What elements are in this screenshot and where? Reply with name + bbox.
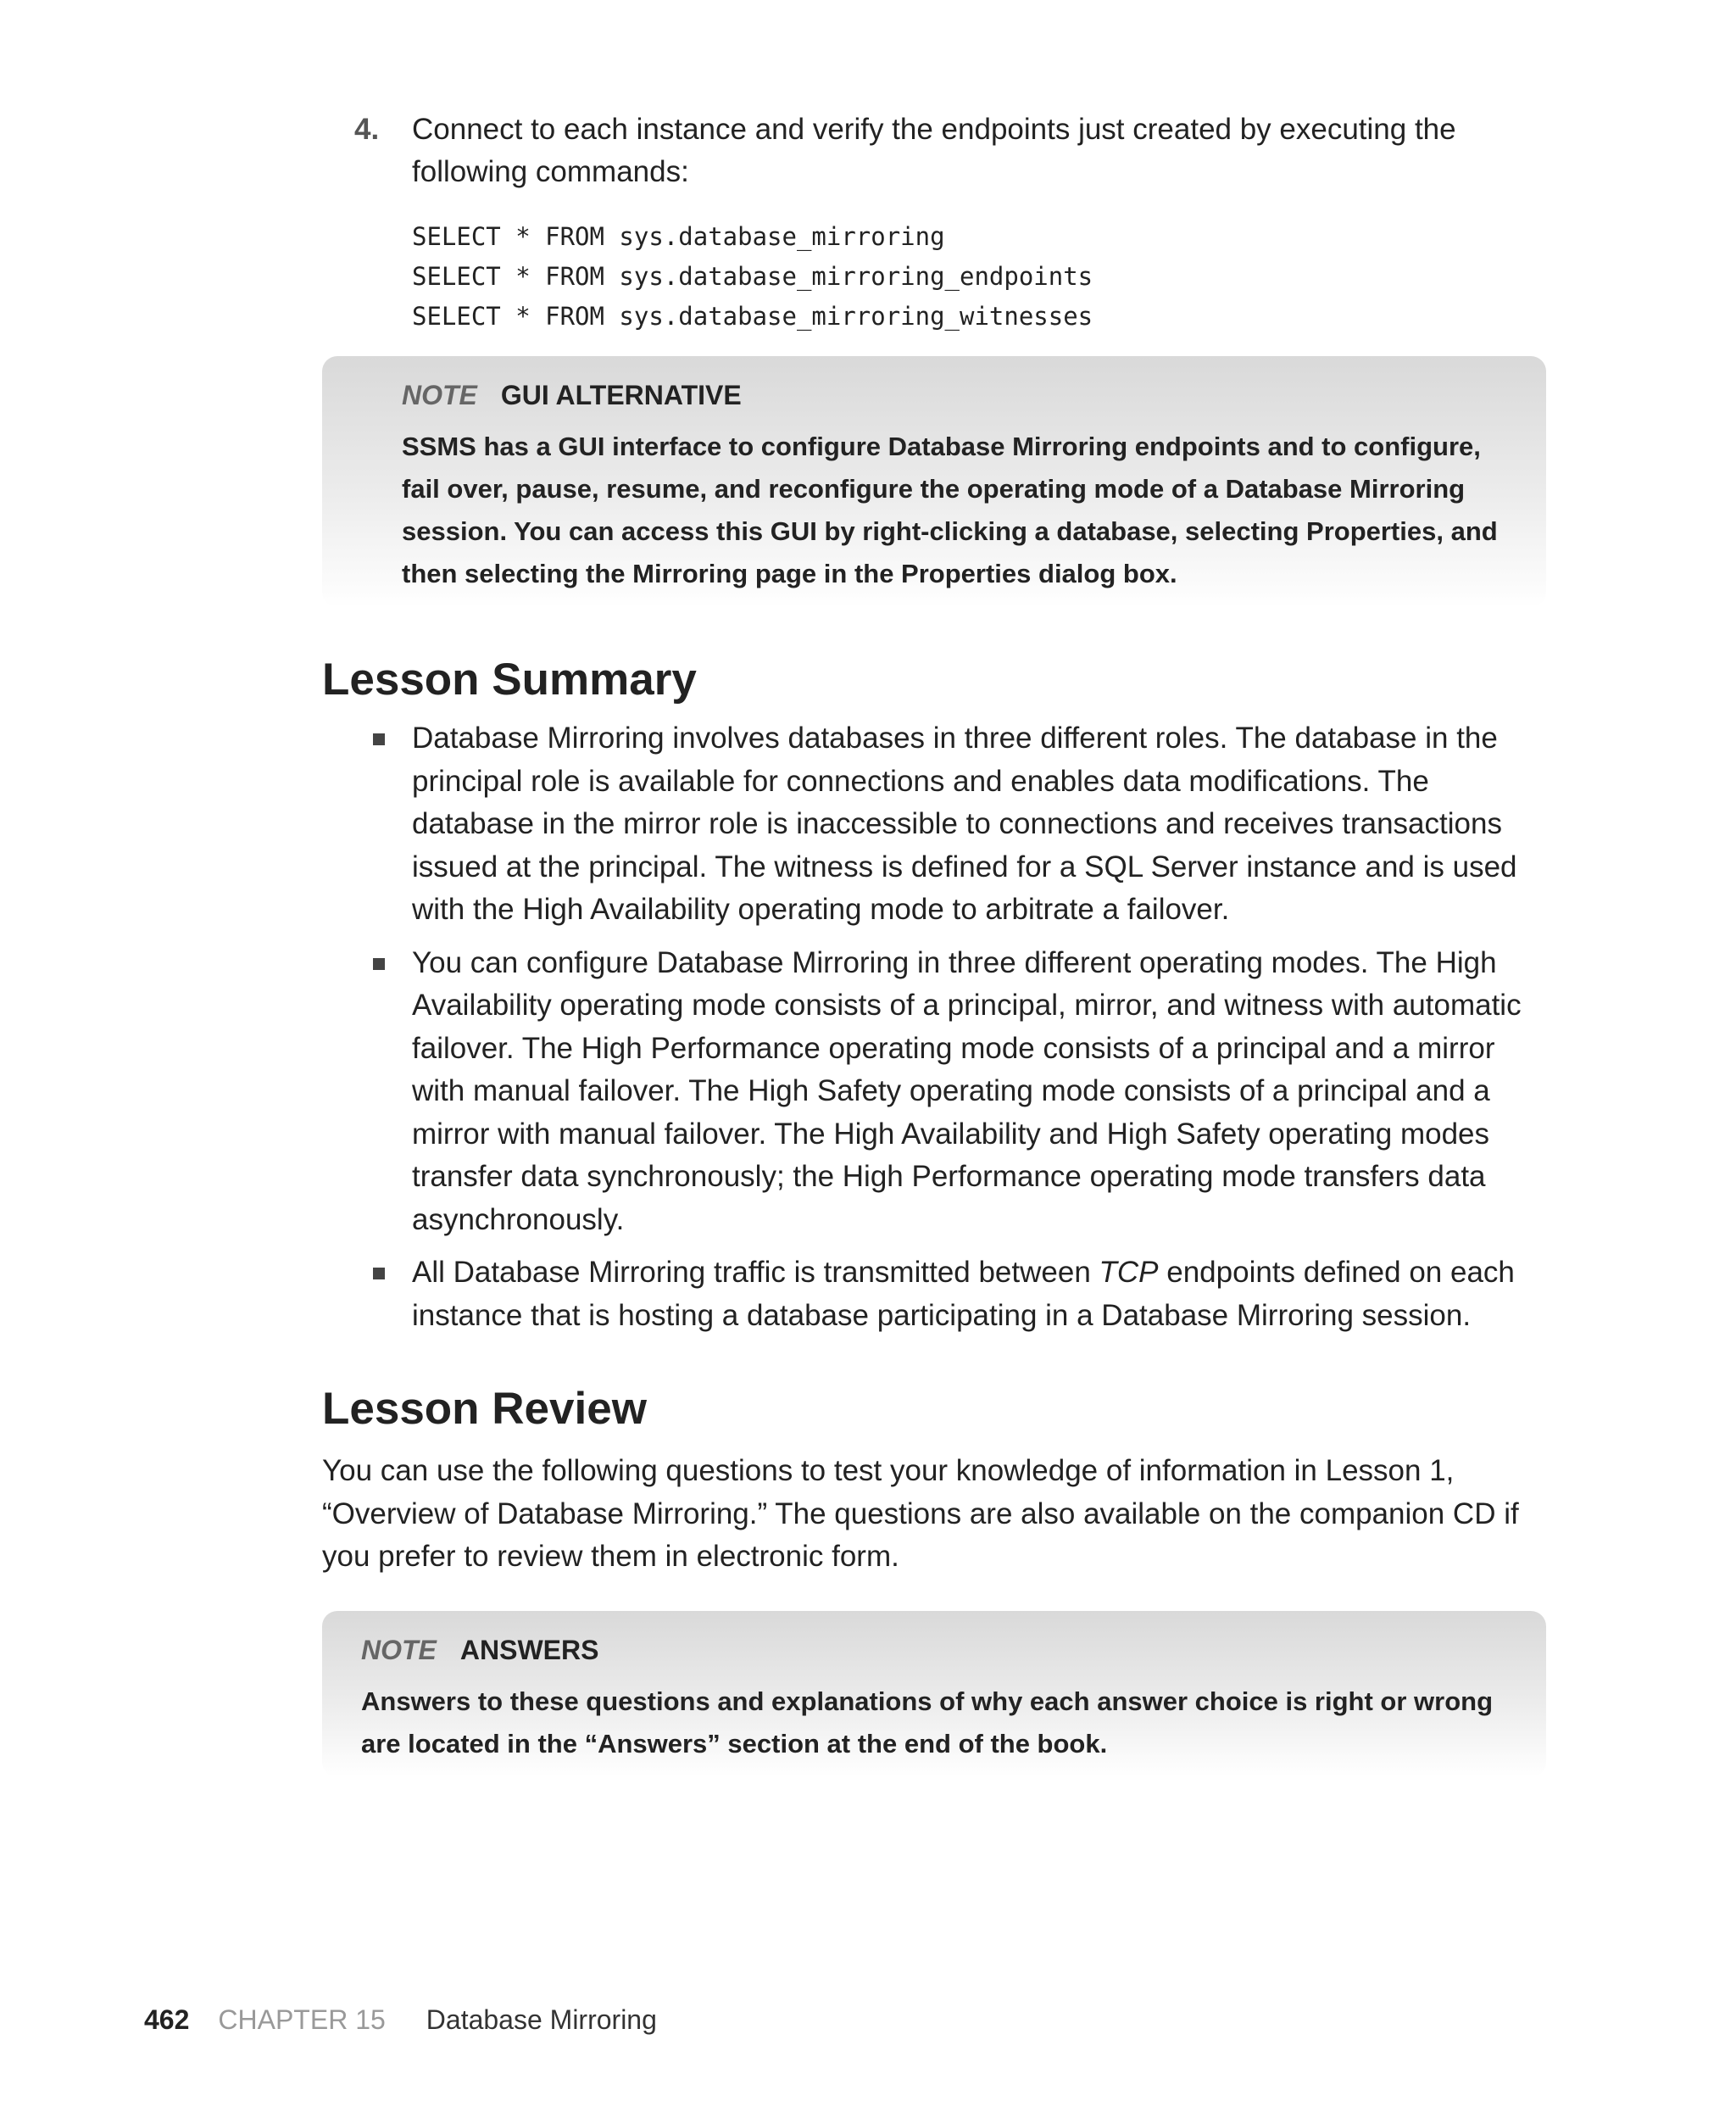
lesson-review-paragraph: You can use the following questions to test your knowledge of information in Lesson 1, “Overview of Database Mirroring.” The questions are also available on the companion CD if you prefer to review them in electronic form. [322,1454,1519,1573]
note-body: Answers to these questions and explanations of why each answer choice is right or wrong are located in the “Answers” section at the end of the book. [361,1686,1494,1758]
note-header [402,376,742,414]
square-bullet-icon [373,1268,385,1279]
note-body: SSMS has a GUI interface to configure Database Mirroring endpoints and to configure, fail over, pause, resume, and reconfigure the operating mode of a Database Mirroring session. You can access this GUI by right-clicking a database, selecting Properties, and then selecting the Mirroring page in the Properties dialog box. [402,432,1498,588]
note-title: ANSWERS [459,1635,599,1665]
list-item [371,1251,1550,1337]
page-footer [144,2001,657,2038]
bullet-text-start: All Database Mirroring traffic is transmitted between [412,1256,1099,1289]
note-gui-alternative [322,356,1546,607]
note-label: NOTE [361,1635,437,1665]
note-title: GUI ALTERNATIVE [500,380,742,410]
code-block [412,217,1093,337]
note-header [361,1631,598,1669]
lesson-summary-heading: Lesson Summary [322,655,697,705]
code-line: SELECT * FROM sys.database_mirroring_endpoints [412,262,1093,291]
page-number: 462 [144,2004,190,2035]
square-bullet-icon [373,733,385,745]
chapter-label: CHAPTER 15 [218,2004,386,2035]
list-item [371,717,1550,932]
lesson-review-heading: Lesson Review [322,1384,647,1434]
bullet-text: Database Mirroring involves databases in three different roles. The database in the principal role is available for connections and enables data modifications. The database in the mirror role is inaccessible to connections and receives transactions issued at the principal. The witness is defined for a SQL Server instance and is used with the High Availability operating mode to arbitrate a failover. [412,722,1517,926]
bullet-text-end: endpoints defined on each instance that is hosting a database participating in a Database Mirroring session. [412,1256,1515,1332]
list-item [371,942,1550,1242]
chapter-title: Database Mirroring [426,2004,657,2035]
code-line: SELECT * FROM sys.database_mirroring [412,222,945,251]
note-label: NOTE [402,380,477,410]
step-text: Connect to each instance and verify the endpoints just created by executing the following commands: [412,113,1456,188]
bullet-text: You can configure Database Mirroring in three different operating modes. The High Availability operating mode consists of a principal, mirror, and witness with automatic failover. The High Performance operating mode consists of a principal and a mirror with manual failover. The High Safety operating mode consists of a principal and a mirror with manual failover. The High Availability and High Safety operating modes transfer data synchronously; the High Performance operating mode transfers data asynchronously. [412,945,1522,1236]
note-answers [322,1611,1546,1777]
square-bullet-icon [373,958,385,970]
summary-bullet-list [371,717,1550,1347]
bullet-text-italic: TCP [1099,1256,1159,1289]
step-number: 4. [354,113,380,146]
code-line: SELECT * FROM sys.database_mirroring_witnesses [412,302,1093,331]
